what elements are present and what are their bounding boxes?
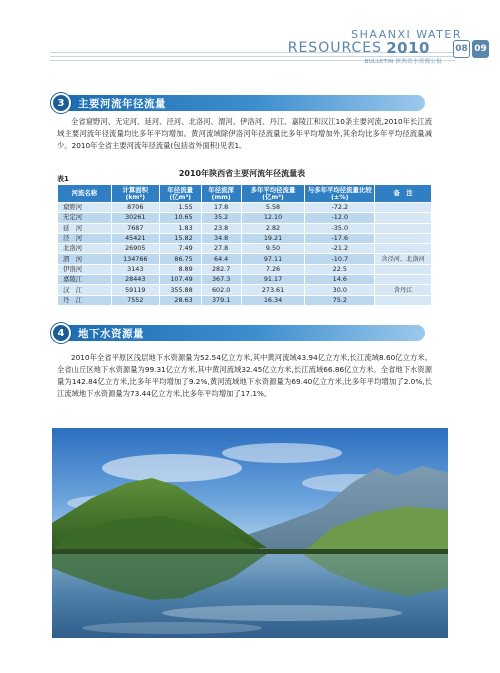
table-row: 嘉陵江 28443 107.49 367.3 91.17 14.6: [58, 275, 432, 285]
brand-line1: SHAANXI WATER: [351, 28, 462, 41]
section-header-groundwater: [58, 325, 425, 341]
table-row: 渭 河 134766 86.75 64.4 97.11 -10.7 含泾河、北洛河: [58, 254, 432, 264]
landscape-photo: [52, 428, 448, 638]
remark-weihe: 含泾河、北洛河: [375, 254, 432, 264]
page-badge-right: 09: [472, 40, 489, 58]
col-header-area: 计算面积 (km²): [111, 185, 159, 203]
section-header-runoff: [58, 95, 425, 111]
col-header-flow: 年径流量 (亿m³): [159, 185, 201, 203]
remark-hanjiang: 含丹江: [375, 285, 432, 295]
page-badge-left: 08: [453, 40, 470, 58]
runoff-table: [57, 184, 432, 306]
groundwater-paragraph: 2010年全省平原区浅层地下水资源量为52.54亿立方米,其中黄河流域43.94亿立方米,长江流域8.60亿立方米。全省山丘区地下水资源量为99.31亿立方米,其中黄河流域32.45亿立方米,长江流域66.86亿立方米。全省地下水资源量为142.84亿立方米,比多年平均增加了9.2%,黄河流域地下水资源量为69.40亿立方米,比多年平均增加了2.0%,长江流域地下水资源量为73.44亿立方米,比多年平均增加了17.1%。: [57, 353, 432, 398]
brand-line2: RESOURCES: [287, 40, 382, 56]
lake-mountain-image: [52, 428, 448, 638]
section-title: 主要河流年径流量: [78, 98, 166, 110]
section-title: 地下水资源量: [78, 328, 144, 340]
table-row: 汉 江 59119 355.88 602.0 273.61 30.0 含丹江: [58, 285, 432, 295]
col-header-name: 河流名称: [58, 185, 112, 203]
table-row: 北洛河 26905 7.49 27.8 9.50 -21.2: [58, 244, 432, 254]
table-row: 伊洛河 3143 8.89 282.7 7.26 22.5: [58, 264, 432, 274]
table-row: 泾 河 45421 15.82 34.8 19.21 -17.6: [58, 233, 432, 243]
table-header-row: [58, 185, 432, 203]
table-tag: 表1: [57, 175, 69, 183]
table-row: 无定河 30261 10.65 35.2 12.10 -12.0: [58, 213, 432, 223]
col-header-remark: 备 注: [375, 185, 432, 203]
table-row: 窟野河 8706 1.55 17.8 5.58 -72.2: [58, 203, 432, 213]
section-number: 3: [51, 93, 71, 113]
runoff-paragraph: 全省窟野河、无定河、延河、泾河、北洛河、渭河、伊洛河、丹江、嘉陵江和汉江10条主要河流,2010年长江流域主要河流年径流量均比多年平均增加。黄河流域除伊洛河年径流量比多年平均增加外,其余均比多年平均径流量减少。2010年全省主要河流年径流量(包括省外面积)见表1。: [57, 117, 432, 150]
col-header-depth: 年径流深 (mm): [201, 185, 241, 203]
section-number: 4: [51, 323, 71, 343]
table-row: 丹 江 7552 28.63 379.1 16.34 75.2: [58, 295, 432, 305]
brand-subtitle: BULLETIN 陕西省水资源公报: [364, 59, 442, 65]
table-title: 2010年陕西省主要河流年径流量表: [178, 169, 306, 178]
table-row: 延 河 7687 1.83 23.8 2.82 -35.0: [58, 223, 432, 233]
col-header-avg: 多年平均径流量 (亿m³): [241, 185, 305, 203]
brand-year: 2010: [386, 39, 430, 57]
page-header: [0, 0, 500, 80]
col-header-compare: 与多年平均径流量比较 (±%): [305, 185, 375, 203]
